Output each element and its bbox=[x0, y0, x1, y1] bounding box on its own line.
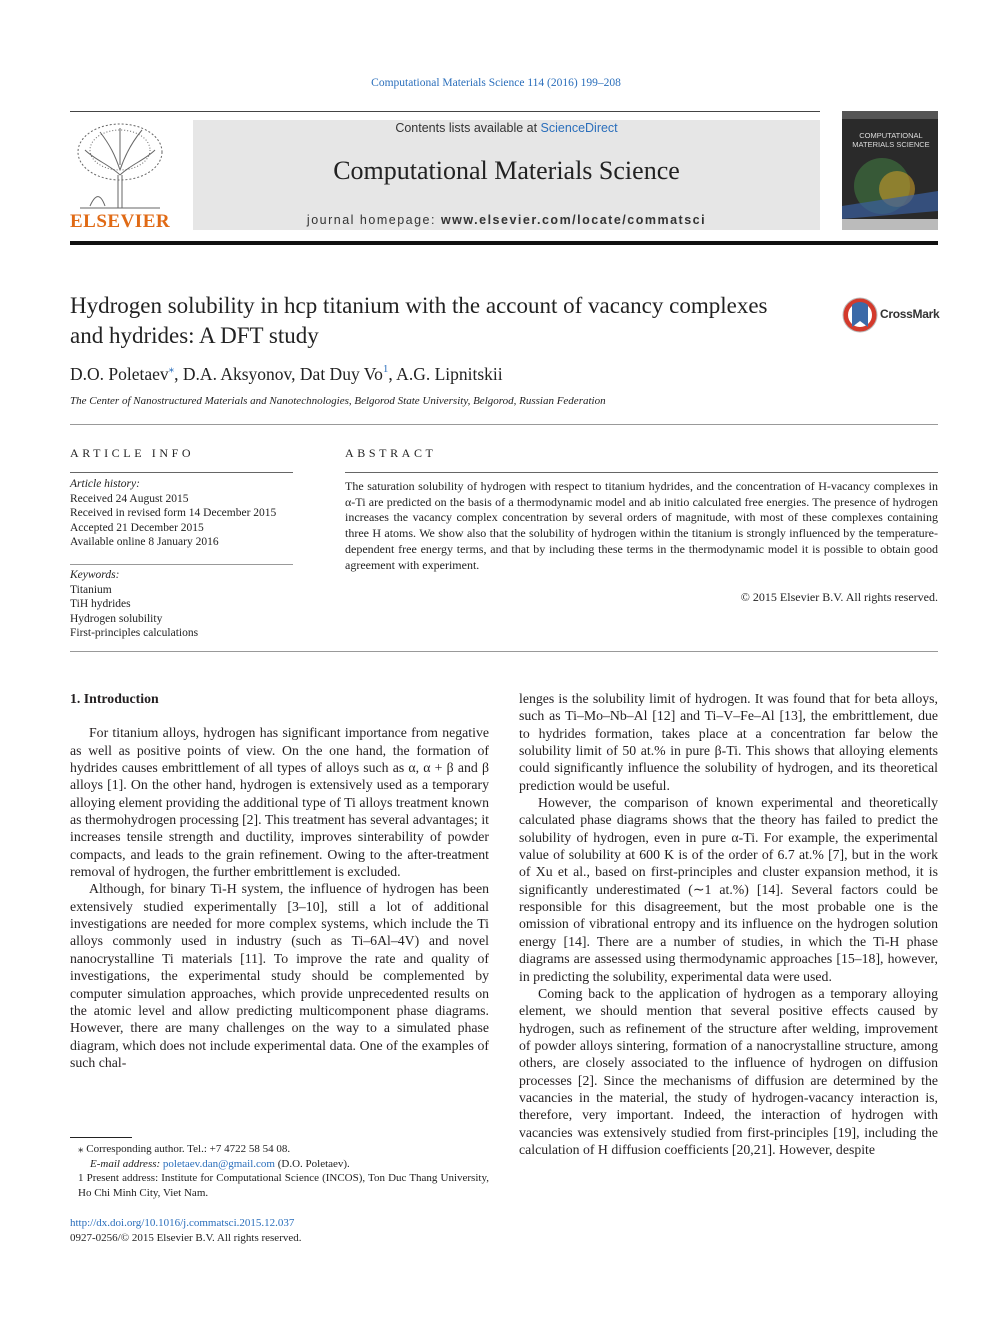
history-item: Accepted 21 December 2015 bbox=[70, 521, 204, 534]
crossmark-label: CrossMark bbox=[880, 307, 940, 321]
journal-homepage bbox=[193, 213, 820, 227]
homepage-url[interactable]: www.elsevier.com/locate/commatsci bbox=[440, 213, 707, 227]
author-list bbox=[70, 362, 503, 385]
body-paragraph: lenges is the solubility limit of hydrogen. It was found that for beta alloys, such as Ti–Mo–Nb–Al [12] and Ti–V–Fe–Al [13], the embrittlement, due to hydrides formation, takes place at a concentration far below the solubility limit of 50 at.% in pure β-Ti. This shows that alloying elements could significantly influence the solubility of hydrogen, and its theoretical prediction would be useful. bbox=[519, 691, 938, 793]
abstract-copyright: © 2015 Elsevier B.V. All rights reserved. bbox=[740, 590, 938, 604]
article-info-label: ARTICLE INFO bbox=[70, 446, 195, 460]
header-rule bbox=[70, 111, 820, 112]
journal-cover-image bbox=[842, 111, 938, 230]
corresponding-footnote: ⁎ Corresponding author. Tel.: +7 4722 58 54 08. bbox=[78, 1143, 291, 1155]
abstract-text: The saturation solubility of hydrogen with respect to titanium hydrides, and the concentration of H-vacancy complexes in α-Ti are predicted on the basis of a thermodynamic model and ab initio calculated free energies. The presence of hydrogen increases the vacancy complex concentration by several orders of magnitude, with most of these complexes containing three H atoms. We show also that the solubility of hydrogen within the titanium is strongly influenced by the temperature-dependent free energy terms, and that by including these terms in the thermodynamic model it is possible to obtain good agreement with experiment. bbox=[345, 479, 938, 572]
contents-prefix: Contents lists available at bbox=[395, 121, 541, 135]
body-paragraph: However, the comparison of known experimental and theoretically calculated phase diagrams shows that the theory has failed to predict the solubility of hydrogen, even in pure α-Ti. For example, the experimental value of solubility at 600 K is of the order of 6.7 at.% [7], but in the work of Xu et al., based on first-principles and cluster expansion method, it is significantly underestimated (∼1 at.%) [14]. Several factors could be responsible for this disagreement, but the most probable one is the omission of vibrational entropy and its influence on the hydrogen solution energy [14]. There are a number of studies, in which the Ti-H phase diagrams are assessed using thermodynamic approaches [15–18], however, in predicting the solubility, experimental data were used. bbox=[519, 795, 938, 984]
email-label: E-mail address: bbox=[90, 1157, 163, 1170]
crossmark-icon bbox=[842, 297, 878, 333]
issn-line: 0927-0256/© 2015 Elsevier B.V. All rights reserved. bbox=[70, 1231, 302, 1244]
affiliation-footnote: 1 Present address: Institute for Computational Science (INCOS), Ton Duc Thang University, Ho Chi Minh City, Viet Nam. bbox=[78, 1172, 489, 1199]
email-suffix: (D.O. Poletaev). bbox=[274, 1157, 350, 1170]
footnote-rule bbox=[70, 1137, 132, 1138]
abstract-label: ABSTRACT bbox=[345, 446, 437, 460]
header-thick-rule bbox=[70, 241, 938, 245]
page-footer bbox=[70, 1216, 570, 1245]
email-link[interactable]: poletaev.dan@gmail.com bbox=[162, 1157, 275, 1170]
history-item: Available online 8 January 2016 bbox=[70, 536, 219, 548]
email-footnote bbox=[70, 1157, 489, 1172]
body-paragraph: Although, for binary Ti-H system, the influence of hydrogen has been extensively studied experimentally [3–10], still a lot of additional investigations are needed for more complex systems, which include the Ti alloys commonly used in industry (such as Ti–6Al–4V) and novel nanocrystalline Ti materials [11]. To improve the rate and quality of investigations, the experimental study should be complemented by computer simulation approaches, which provide unprecedented results on the atomic level and allow predicting multicomponent phase diagrams. However, there are many challenges on the way to a simulated phase diagram, which does not include experimental data. One of the examples of such chal- bbox=[70, 881, 489, 1070]
history-item: Received 24 August 2015 bbox=[70, 492, 189, 505]
article-title: Hydrogen solubility in hcp titanium with the account of vacancy complexes and hydrides: A DFT study bbox=[70, 293, 768, 348]
affiliation: The Center of Nanostructured Materials and Nanotechnologies, Belgorod State University, Belgorod, Russian Federation bbox=[70, 395, 606, 407]
keywords-label: Keywords: bbox=[70, 569, 120, 581]
journal-title: Computational Materials Science bbox=[333, 156, 680, 185]
left-column bbox=[70, 690, 489, 1071]
author-lipnitskii[interactable]: , A.G. Lipnitskii bbox=[388, 364, 503, 384]
article-info-rule bbox=[70, 472, 293, 473]
doi-link[interactable]: http://dx.doi.org/10.1016/j.commatsci.2015.12.037 bbox=[70, 1217, 295, 1229]
keyword-item: Hydrogen solubility bbox=[70, 612, 163, 625]
keywords-rule bbox=[70, 564, 293, 565]
history-item: Received in revised form 14 December 2015 bbox=[70, 507, 277, 519]
section-heading: 1. Introduction bbox=[70, 691, 159, 706]
abstract-bottom-rule bbox=[70, 651, 938, 652]
authors-middle[interactable]: , D.A. Aksyonov, Dat Duy Vo bbox=[174, 364, 383, 384]
corresponding-author-mark[interactable]: ⁎ bbox=[168, 363, 175, 375]
keywords-block bbox=[70, 568, 295, 641]
right-column bbox=[519, 690, 938, 1158]
cover-title: COMPUTATIONAL MATERIALS SCIENCE bbox=[852, 131, 930, 149]
keyword-item: Titanium bbox=[70, 583, 112, 596]
body-paragraph: Coming back to the application of hydrogen as a temporary alloying element, we should mention that several positive effects caused by hydrogen, such as refinement of the structure after welding, improvement of powder alloys sintering, formation of a nanocrystalline structure, among others, are closely associated to the influence of hydrogen on diffusion processes [2]. Since the mechanisms of diffusion are determined by the vacancies in the material, the study of hydrogen-vacancy interaction is, therefore, very important. Indeed, the interaction of hydrogen with vacancies was extensively studied from first-principles [19], including the calculation of H diffusion coefficients [20,21]. However, despite bbox=[519, 985, 938, 1157]
body-paragraph: For titanium alloys, hydrogen has significant importance from negative as well as positive points of view. On the one hand, the formation of hydrides causes embrittlement of all types of alloys such as α, α + β and β alloys [1]. On the other hand, hydrogen is extensively used as a temporary alloying element providing the additional type of Ti alloys treatment known as thermohydrogen processing [2]. This treatment has several advantages; it increases tensile strength and ductility, improves sinterability of powder compacts, and leads to the grain refinement. Owing to the after-treatment removal of hydrogen, the further embrittlement is excluded. bbox=[70, 725, 489, 880]
history-label: Article history: bbox=[70, 478, 140, 490]
abstract-rule bbox=[345, 472, 938, 473]
crossmark-badge[interactable] bbox=[842, 297, 942, 333]
article-history bbox=[70, 477, 295, 550]
homepage-prefix: journal homepage: bbox=[306, 213, 441, 227]
contents-line bbox=[193, 121, 820, 135]
sciencedirect-link[interactable]: ScienceDirect bbox=[540, 121, 618, 135]
footnotes bbox=[70, 1142, 489, 1200]
footnote-mark-1[interactable]: 1 bbox=[382, 363, 389, 375]
keyword-item: TiH hydrides bbox=[70, 598, 131, 610]
author-poletaev[interactable]: D.O. Poletaev bbox=[70, 364, 169, 384]
info-top-rule bbox=[70, 424, 938, 425]
keyword-item: First-principles calculations bbox=[70, 627, 199, 639]
elsevier-wordmark: ELSEVIER bbox=[70, 211, 171, 232]
journal-citation[interactable]: Computational Materials Science 114 (2016) 199–208 bbox=[371, 77, 621, 89]
